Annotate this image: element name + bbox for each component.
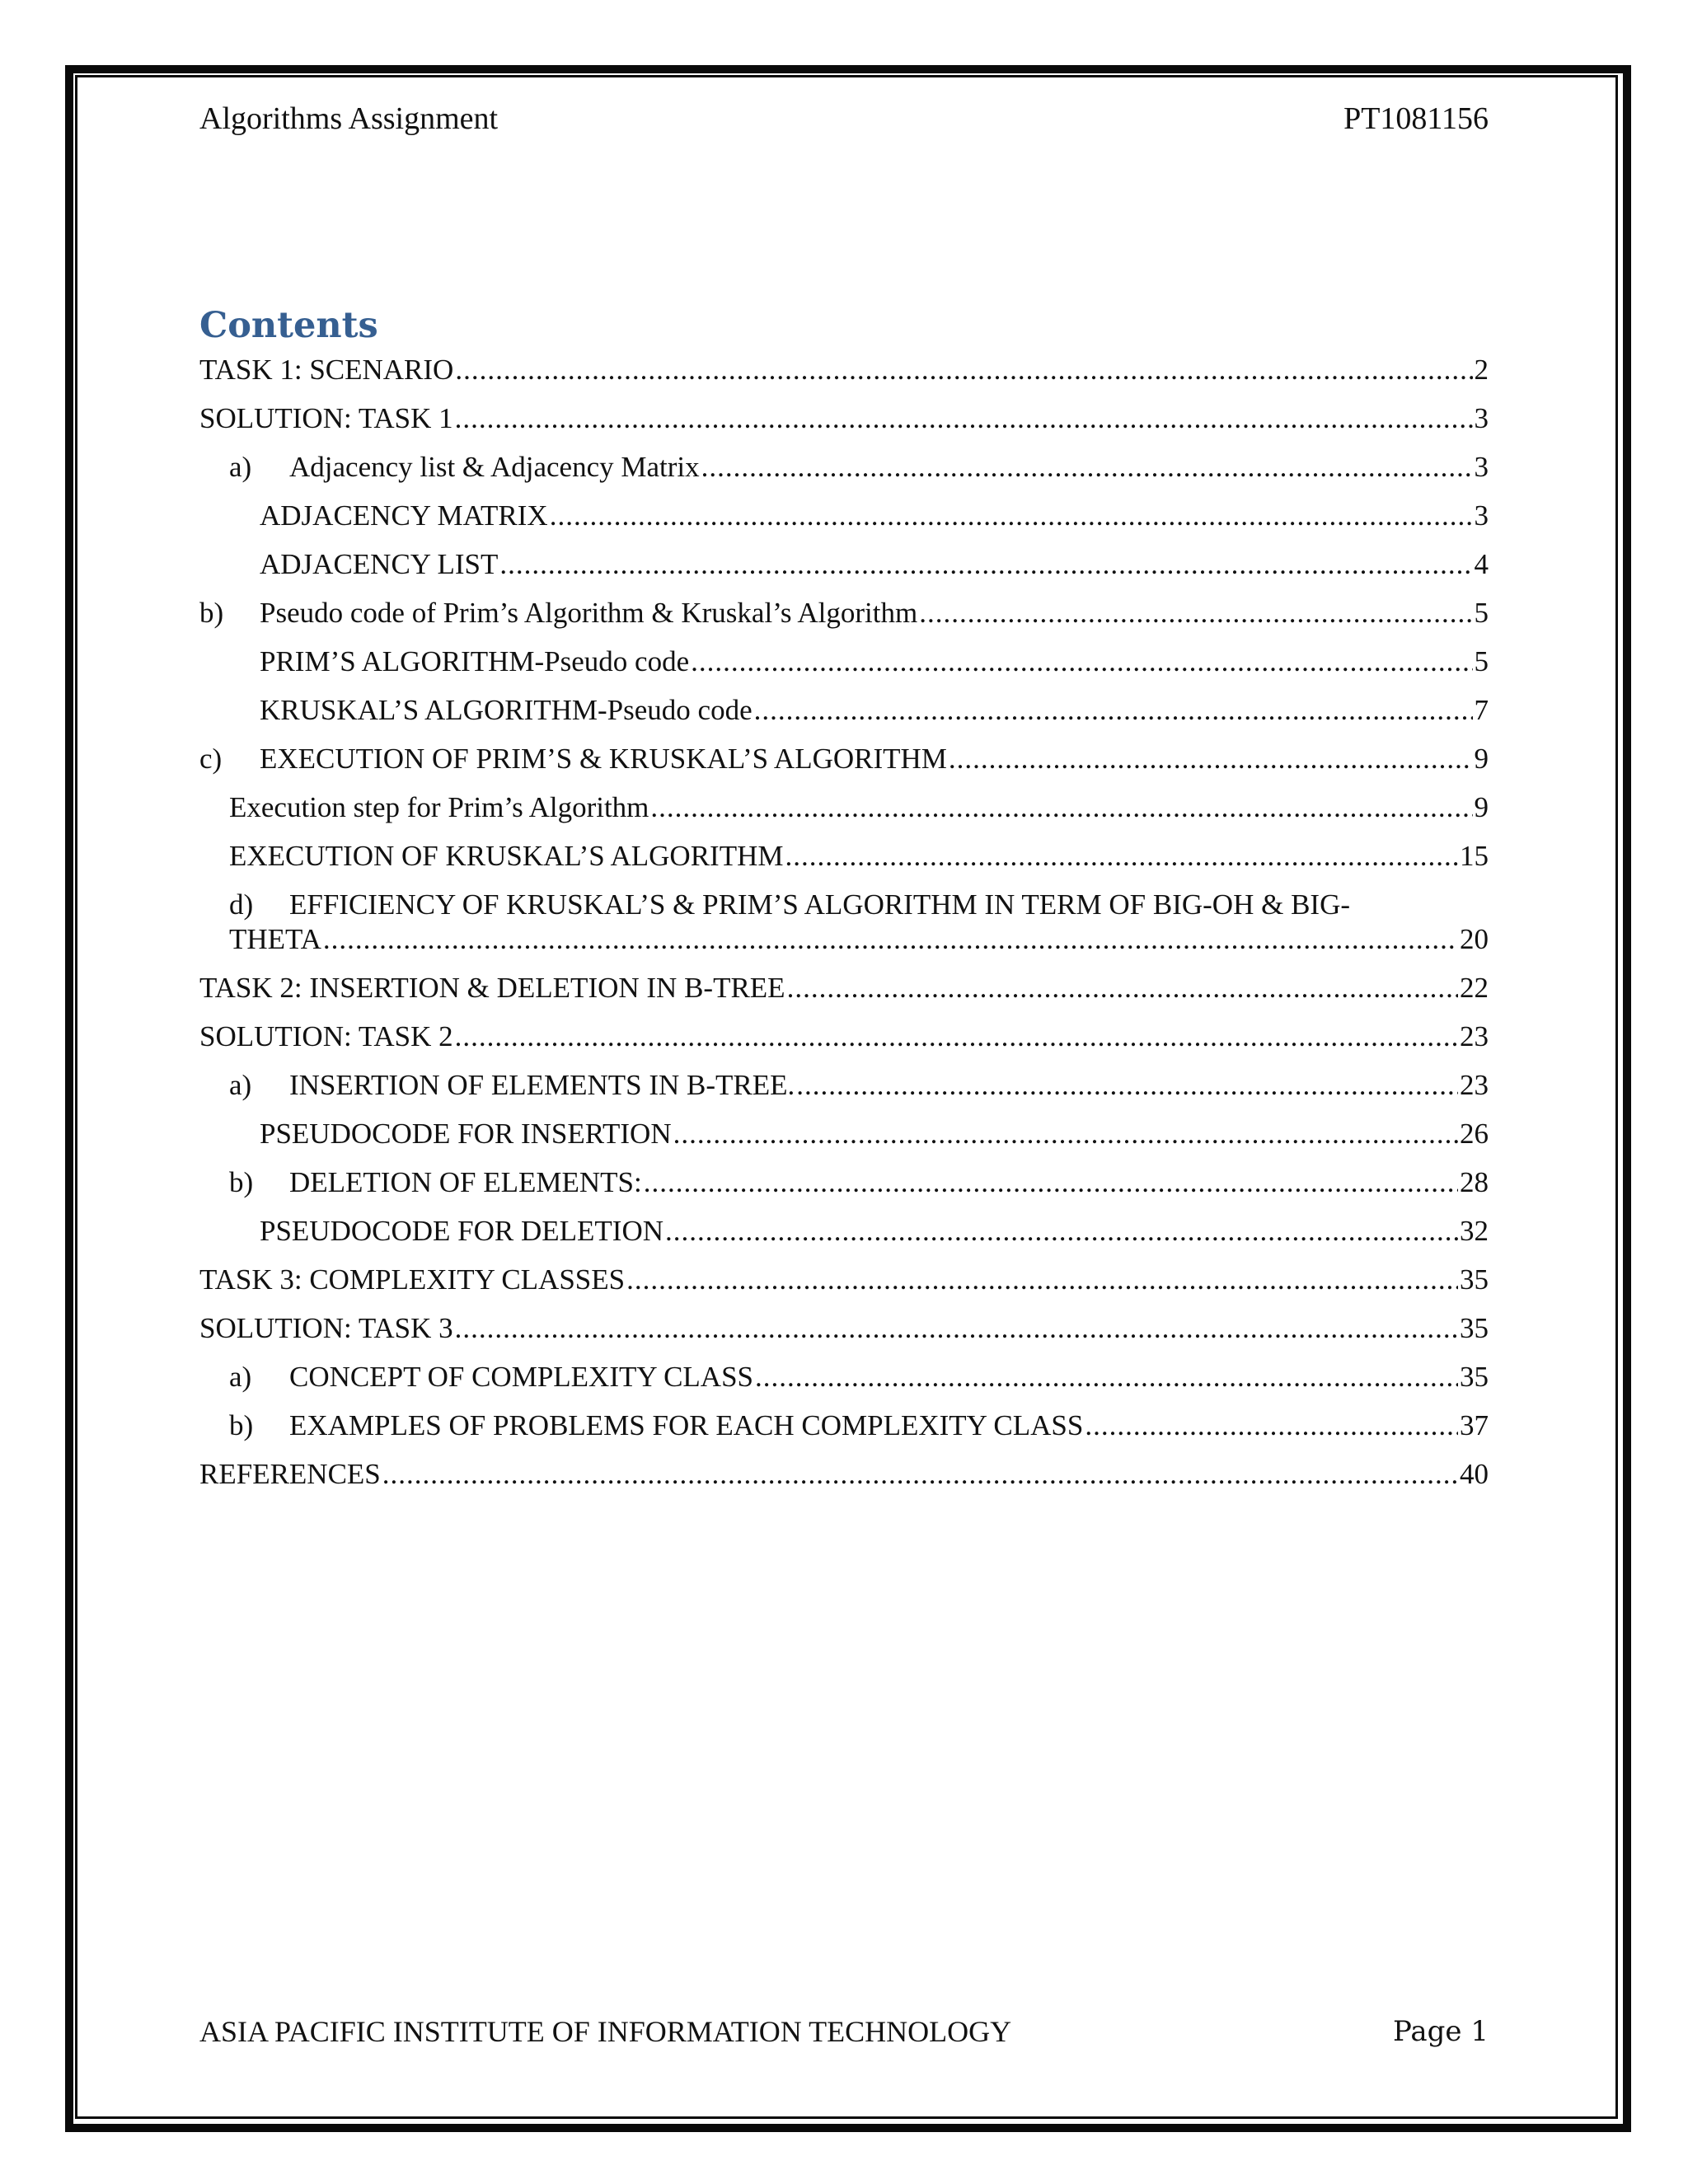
toc-entry-page: 35 — [1460, 1361, 1489, 1393]
toc-entry-label: REFERENCES — [199, 1458, 381, 1490]
toc-leader-dots — [949, 739, 1473, 779]
toc-entry-label: SOLUTION: TASK 1 — [199, 402, 453, 434]
toc-entry-page: 26 — [1460, 1118, 1489, 1150]
toc-leader-dots — [755, 1357, 1458, 1397]
toc-entry-label: SOLUTION: TASK 2 — [199, 1020, 453, 1052]
toc-entry-label: Execution step for Prim’s Algorithm — [229, 791, 649, 823]
toc-entry[interactable] — [260, 1114, 1489, 1154]
toc-leader-dots — [787, 968, 1458, 1008]
toc-entry[interactable] — [260, 642, 1489, 682]
header-title: Algorithms Assignment — [199, 101, 499, 136]
toc-entry-page: 9 — [1474, 791, 1489, 823]
toc-entry-page: 35 — [1460, 1263, 1489, 1296]
toc-entry-page: 23 — [1460, 1020, 1489, 1052]
toc-leader-dots — [382, 1455, 1458, 1494]
toc-entry[interactable] — [199, 1260, 1489, 1300]
toc-entry[interactable] — [199, 593, 1489, 633]
header-student-id: PT1081156 — [1343, 101, 1489, 136]
toc-entry-marker: b) — [229, 1409, 254, 1441]
toc-entry[interactable] — [199, 739, 1489, 779]
toc-entry-marker: b) — [229, 1166, 254, 1198]
toc-entry-label: PSEUDOCODE FOR DELETION — [260, 1215, 663, 1247]
toc-entry-page: 7 — [1474, 694, 1489, 726]
toc-leader-dots — [665, 1212, 1458, 1251]
toc-entry[interactable] — [260, 1212, 1489, 1251]
toc-entry-marker: a) — [229, 1069, 252, 1101]
toc-entry-label: EXECUTION OF PRIM’S & KRUSKAL’S ALGORITHM — [260, 743, 947, 775]
toc-leader-dots — [701, 448, 1473, 487]
toc-entry-page: 32 — [1460, 1215, 1489, 1247]
toc-entry-page: 5 — [1474, 597, 1489, 629]
toc-entry-page: 35 — [1460, 1312, 1489, 1344]
toc-entry[interactable] — [229, 1406, 1489, 1446]
toc-entry-label: PSEUDOCODE FOR INSERTION — [260, 1118, 672, 1150]
toc-entry[interactable] — [199, 968, 1489, 1008]
toc-entry-page: 3 — [1474, 451, 1489, 483]
toc-entry-page: 2 — [1474, 354, 1489, 386]
toc-entry-label: DELETION OF ELEMENTS: — [289, 1166, 642, 1198]
toc-leader-dots — [455, 399, 1473, 438]
toc-entry-label: PRIM’S ALGORITHM-Pseudo code — [260, 645, 690, 677]
toc-entry-label: INSERTION OF ELEMENTS IN B-TREE. — [289, 1069, 795, 1101]
toc-entry-label: KRUSKAL’S ALGORITHM-Pseudo code — [260, 694, 753, 726]
toc-entry[interactable] — [260, 545, 1489, 584]
footer-institute: ASIA PACIFIC INSTITUTE OF INFORMATION TECHNOLOGY — [199, 2015, 1012, 2048]
toc-entry-marker: b) — [199, 597, 224, 629]
toc-entry-page: 9 — [1474, 743, 1489, 775]
toc-leader-dots — [919, 593, 1472, 633]
toc-entry-page: 23 — [1460, 1069, 1489, 1101]
toc-leader-dots — [650, 788, 1472, 827]
toc-entry-wrapped-line[interactable] — [229, 885, 1350, 925]
toc-entry[interactable] — [199, 1017, 1489, 1057]
toc-leader-dots — [754, 691, 1473, 730]
toc-entry[interactable] — [199, 1455, 1489, 1494]
toc-leader-dots — [550, 496, 1473, 536]
toc-entry-label: TASK 1: SCENARIO — [199, 354, 454, 386]
toc-entry-page: 4 — [1474, 548, 1489, 580]
toc-leader-dots — [1085, 1406, 1458, 1446]
toc-entry-label: SOLUTION: TASK 3 — [199, 1312, 453, 1344]
toc-entry-label: EFFICIENCY OF KRUSKAL’S & PRIM’S ALGORITHM IN TERM OF BIG-OH & BIG- — [289, 888, 1351, 921]
toc-entry-marker: a) — [229, 1361, 252, 1393]
toc-leader-dots — [499, 545, 1472, 584]
toc-entry[interactable] — [199, 1309, 1489, 1348]
toc-entry-label: ADJACENCY MATRIX — [260, 499, 548, 532]
toc-entry-label: EXAMPLES OF PROBLEMS FOR EACH COMPLEXITY CLASS — [289, 1409, 1084, 1441]
toc-entry[interactable] — [229, 788, 1489, 827]
toc-entry-page: 20 — [1460, 923, 1489, 955]
toc-entry-label: Adjacency list & Adjacency Matrix — [289, 451, 700, 483]
footer-page-number: Page 1 — [1393, 2015, 1489, 2048]
toc-entry-page: 37 — [1460, 1409, 1489, 1441]
toc-entry-label: TASK 3: COMPLEXITY CLASSES — [199, 1263, 626, 1296]
toc-leader-dots — [785, 837, 1459, 876]
toc-entry-page: 28 — [1460, 1166, 1489, 1198]
toc-entry[interactable] — [260, 496, 1489, 536]
toc-entry-marker: c) — [199, 743, 223, 775]
toc-entry[interactable] — [229, 1163, 1489, 1202]
toc-entry-page: 22 — [1460, 972, 1489, 1004]
toc-leader-dots — [673, 1114, 1458, 1154]
toc-entry-page: 5 — [1474, 645, 1489, 677]
toc-entry-marker: a) — [229, 451, 252, 483]
toc-leader-dots — [455, 1017, 1458, 1057]
toc-leader-dots — [323, 920, 1458, 959]
toc-entry-page: 15 — [1460, 840, 1489, 872]
toc-entry-marker: d) — [229, 888, 254, 921]
toc-entry-page: 40 — [1460, 1458, 1489, 1490]
toc-entry[interactable] — [229, 1357, 1489, 1397]
toc-leader-dots — [691, 642, 1472, 682]
toc-entry-label: EXECUTION OF KRUSKAL’S ALGORITHM — [229, 840, 784, 872]
toc-entry[interactable] — [199, 350, 1489, 390]
toc-leader-dots — [644, 1163, 1458, 1202]
toc-entry[interactable] — [199, 399, 1489, 438]
toc-entry[interactable] — [229, 1066, 1489, 1105]
toc-entry-page: 3 — [1474, 499, 1489, 532]
toc-entry-page: 3 — [1474, 402, 1489, 434]
toc-leader-dots — [455, 1309, 1458, 1348]
toc-entry[interactable] — [229, 920, 1489, 959]
toc-leader-dots — [455, 350, 1472, 390]
toc-leader-dots — [796, 1066, 1458, 1105]
toc-entry-label: ADJACENCY LIST — [260, 548, 499, 580]
toc-title: Contents — [199, 305, 378, 346]
toc-entry[interactable] — [229, 448, 1489, 487]
toc-entry-label: Pseudo code of Prim’s Algorithm & Kruskal’s Algorithm — [260, 597, 918, 629]
toc-entry[interactable] — [229, 837, 1489, 876]
toc-entry-label: CONCEPT OF COMPLEXITY CLASS — [289, 1361, 754, 1393]
toc-leader-dots — [626, 1260, 1458, 1300]
toc-entry[interactable] — [260, 691, 1489, 730]
toc-entry-label: TASK 2: INSERTION & DELETION IN B-TREE — [199, 972, 785, 1004]
toc-entry-label-continued: THETA — [229, 923, 321, 955]
